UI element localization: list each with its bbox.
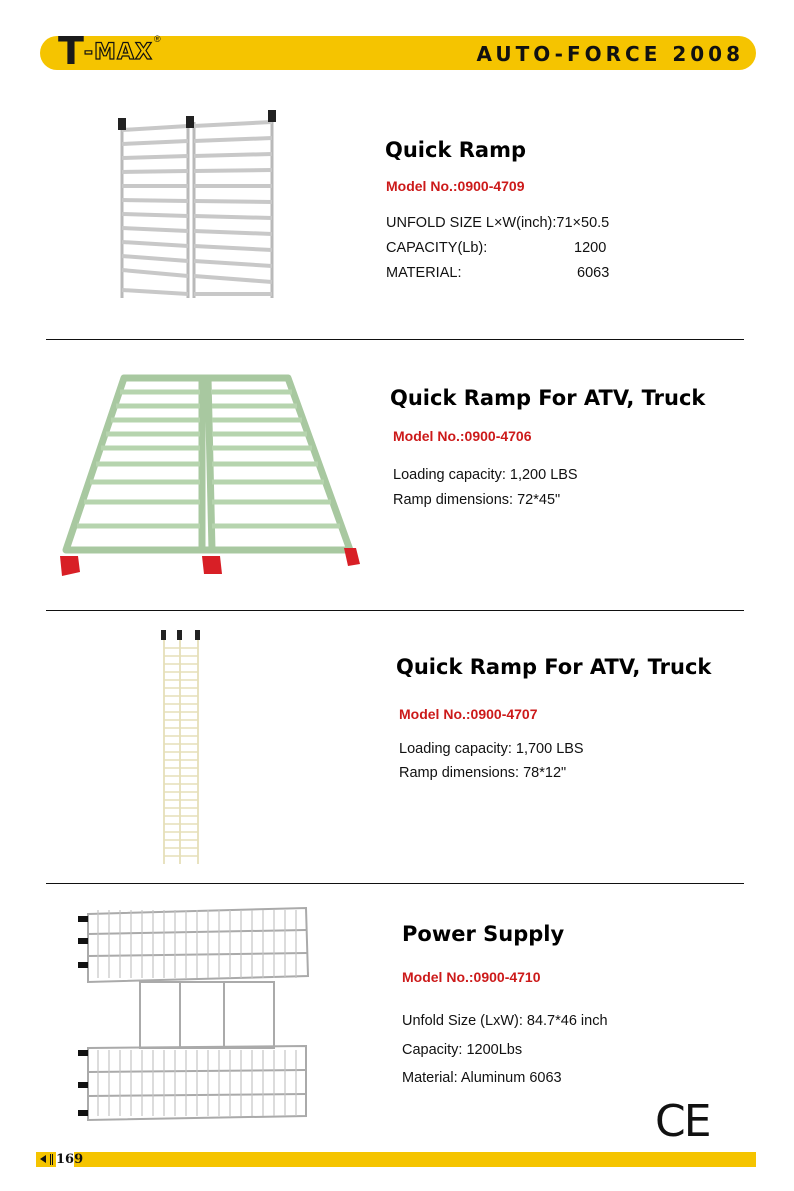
model-number: Model No.:0900-4707 (399, 706, 538, 722)
model-number: Model No.:0900-4710 (402, 969, 541, 985)
spec-material-value: 6063 (577, 265, 610, 281)
spec-capacity: Capacity: 1200Lbs (402, 1042, 523, 1058)
logo-registered: ® (153, 34, 161, 44)
product-image-ramp-4710 (74, 906, 320, 1126)
product-title: Power Supply (402, 922, 565, 946)
catalog-title: AUTO-FORCE 2008 (476, 42, 744, 66)
spec-capacity-label: CAPACITY(Lb): (386, 240, 488, 256)
product-image-quick-ramp-4709 (108, 108, 280, 300)
spec-capacity-value: 1200 (574, 240, 607, 256)
logo-text: -MAX (83, 40, 153, 65)
model-number: Model No.:0900-4706 (393, 428, 532, 444)
product-title: Quick Ramp For ATV, Truck (390, 386, 706, 410)
spec-unfold-size: Unfold Size (LxW): 84.7*46 inch (402, 1013, 608, 1029)
model-number: Model No.:0900-4709 (386, 178, 525, 194)
product-title: Quick Ramp (385, 138, 526, 162)
spec-unfold-size: UNFOLD SIZE L×W(inch):71×50.5 (386, 215, 610, 231)
spec-material: Material: Aluminum 6063 (402, 1070, 562, 1086)
product-title: Quick Ramp For ATV, Truck (396, 655, 712, 679)
section-divider (46, 883, 744, 884)
spec-ramp-dimensions: Ramp dimensions: 72*45" (393, 492, 561, 508)
section-divider (46, 339, 744, 340)
section-divider (46, 610, 744, 611)
ce-mark: CE (655, 1096, 710, 1147)
tmax-logo (58, 29, 161, 73)
spec-material-label: MATERIAL: (386, 265, 462, 281)
spec-ramp-dimensions: Ramp dimensions: 78*12" (399, 765, 567, 781)
spec-loading-capacity: Loading capacity: 1,700 LBS (399, 741, 584, 757)
page-number: 169 (56, 1152, 84, 1167)
footer-arrow-icon (36, 1152, 56, 1167)
product-image-quick-ramp-4706 (52, 372, 364, 578)
product-image-quick-ramp-4707 (156, 628, 206, 866)
logo-mark: T (58, 29, 82, 73)
footer-bar (74, 1152, 756, 1167)
spec-loading-capacity: Loading capacity: 1,200 LBS (393, 467, 578, 483)
